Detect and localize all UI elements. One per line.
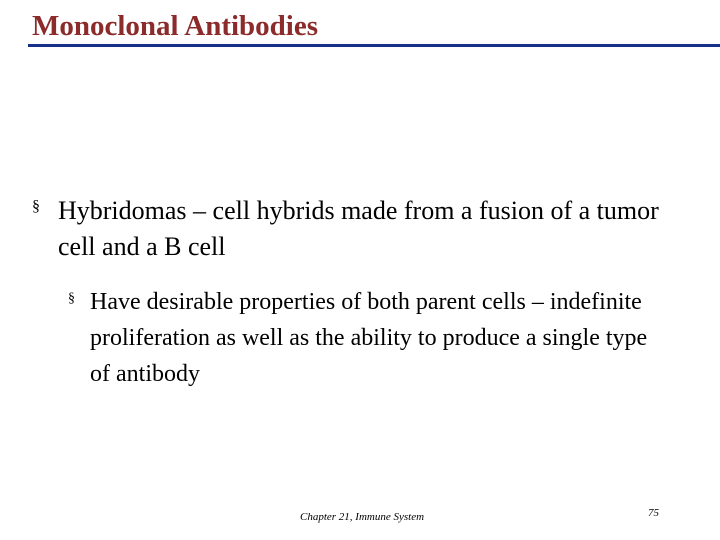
sub-bullet-marker-icon: § xyxy=(68,291,75,306)
title-underline xyxy=(28,44,720,47)
sub-bullet-item xyxy=(68,284,668,392)
bullet-text: Hybridomas – cell hybrids made from a fusion of a tumor cell and a B cell xyxy=(58,196,659,261)
bullet-marker-icon: § xyxy=(32,198,40,215)
slide-title: Monoclonal Antibodies xyxy=(32,10,319,42)
footer-chapter: Chapter 21, Immune System xyxy=(300,511,425,523)
bullet-item xyxy=(32,193,692,265)
page-number: 75 xyxy=(648,507,659,519)
sub-bullet-text: Have desirable properties of both parent cells – indefinite proliferation as well as the ability to produce a single type of antibody xyxy=(90,289,648,387)
